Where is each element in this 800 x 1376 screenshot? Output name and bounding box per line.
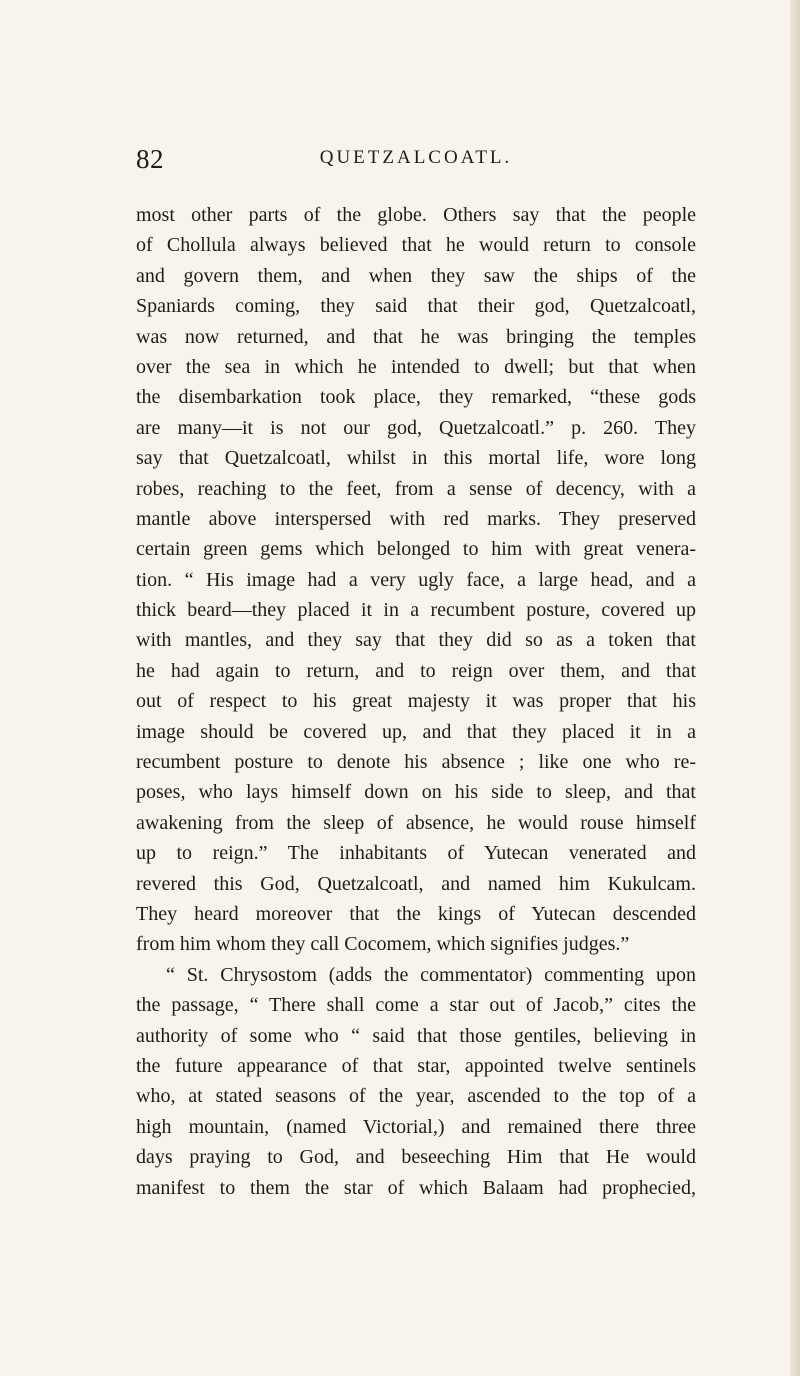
text-line: of Chollula always believed that he would return to console: [136, 234, 696, 257]
text-line: image should be covered up, and that they placed it in a: [136, 720, 696, 743]
page-header: [136, 144, 696, 178]
text-line: the passage, “ There shall come a star out of Jacob,” cites the: [136, 994, 696, 1017]
text-line: Spaniards coming, they said that their god, Quetzalcoatl,: [136, 295, 696, 318]
text-line: say that Quetzalcoatl, whilst in this mortal life, wore long: [136, 447, 696, 470]
text-line: tion. “ His image had a very ugly face, a large head, and a: [136, 568, 696, 591]
text-line: poses, who lays himself down on his side to sleep, and that: [136, 781, 696, 804]
text-line: revered this God, Quetzalcoatl, and named him Kukulcam.: [136, 872, 696, 895]
text-line: “ St. Chrysostom (adds the commentator) commenting upon: [166, 963, 696, 986]
text-line: are many—it is not our god, Quetzalcoatl.” p. 260. They: [136, 416, 696, 439]
text-line: the disembarkation took place, they remarked, “these gods: [136, 386, 696, 409]
text-line: who, at stated seasons of the year, ascended to the top of a: [136, 1085, 696, 1108]
text-line: certain green gems which belonged to him with great venera-: [136, 538, 696, 561]
text-line: up to reign.” The inhabitants of Yutecan venerated and: [136, 842, 696, 865]
text-line: authority of some who “ said that those gentiles, believing in: [136, 1024, 696, 1047]
text-line: thick beard—they placed it in a recumbent posture, covered up: [136, 599, 696, 622]
text-line: awakening from the sleep of absence, he would rouse himself: [136, 811, 696, 834]
text-line: and govern them, and when they saw the ships of the: [136, 264, 696, 287]
text-line: recumbent posture to denote his absence ; like one who re-: [136, 751, 696, 774]
text-line: high mountain, (named Victorial,) and remained there three: [136, 1115, 696, 1138]
running-title: QUETZALCOATL.: [319, 147, 513, 168]
text-line: he had again to return, and to reign over them, and that: [136, 659, 696, 682]
text-line: the future appearance of that star, appointed twelve sentinels: [136, 1054, 696, 1077]
text-line: most other parts of the globe. Others say that the people: [136, 204, 696, 226]
page-number: 82: [136, 144, 164, 174]
text-line: with mantles, and they say that they did so as a token that: [136, 629, 696, 652]
text-line: from him whom they call Cocomem, which signifies judges.”: [136, 933, 630, 956]
text-line: They heard moreover that the kings of Yutecan descended: [136, 902, 696, 925]
body-text: [136, 200, 696, 1203]
text-line: over the sea in which he intended to dwell; but that when: [136, 355, 696, 378]
text-line: manifest to them the star of which Balaam had prophecied,: [136, 1176, 696, 1199]
text-line: days praying to God, and beseeching Him that He would: [136, 1146, 696, 1169]
page-edge-shadow: [790, 0, 800, 1376]
text-line: out of respect to his great majesty it was proper that his: [136, 690, 696, 713]
text-line: was now returned, and that he was bringing the temples: [136, 325, 696, 348]
text-line: mantle above interspersed with red marks. They preserved: [136, 507, 696, 530]
text-line: robes, reaching to the feet, from a sense of decency, with a: [136, 477, 696, 500]
